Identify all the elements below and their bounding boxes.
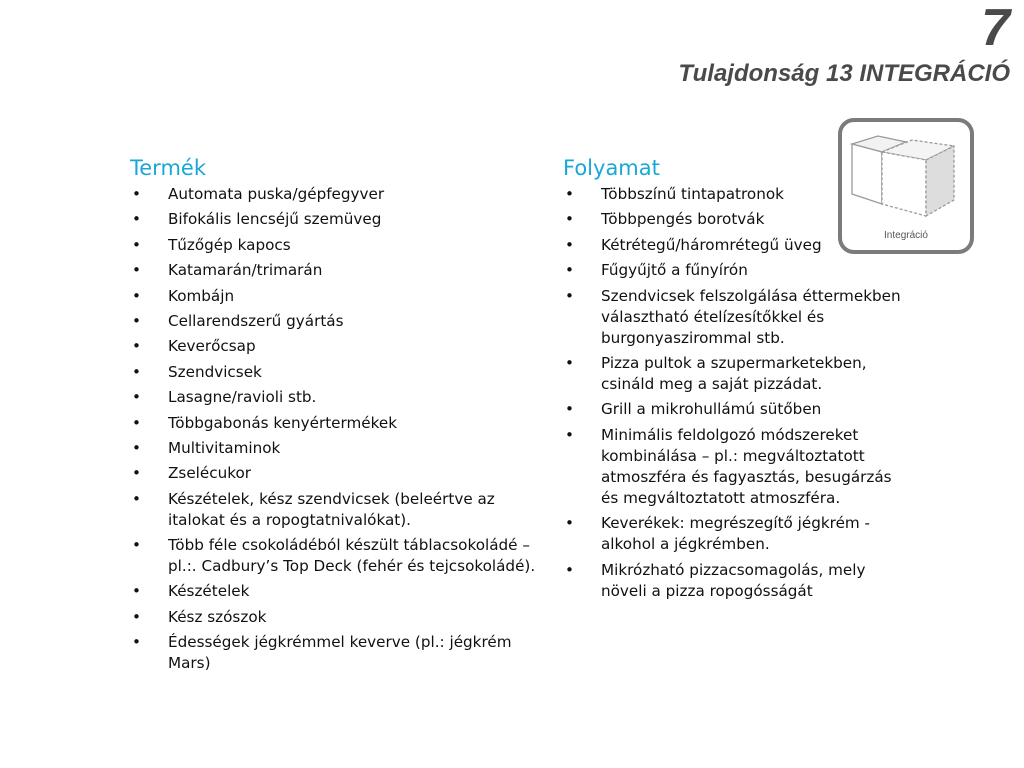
product-list-item: • Cellarendszerű gyártás <box>130 311 540 332</box>
product-list-item: • Tűzőgép kapocs <box>130 235 540 256</box>
product-list-item: • Zselécukor <box>130 463 540 484</box>
product-list-item: • Készételek, kész szendvicsek (beleértve az italokat és a ropogtatnivalókat). <box>130 489 540 531</box>
integration-badge-caption: Integráció <box>884 230 928 241</box>
integration-badge <box>838 118 974 254</box>
process-list-item: • Kétrétegű/háromrétegű üveg <box>563 235 908 256</box>
product-list <box>130 184 540 674</box>
process-list-item: • Pizza pultok a szupermarketekben, csináld meg a saját pizzádat. <box>563 353 908 395</box>
product-list-item: • Keverőcsap <box>130 336 540 357</box>
product-list-item: • Többgabonás kenyértermékek <box>130 413 540 434</box>
process-list-item: • Keverékek: megrészegítő jégkrém - alkohol a jégkrémben. <box>563 513 908 555</box>
process-list-item: • Többszínű tintapatronok <box>563 184 908 205</box>
product-list-item: • Katamarán/trimarán <box>130 260 540 281</box>
product-list-item: • Bifokális lencséjű szemüveg <box>130 209 540 230</box>
product-list-item: • Kombájn <box>130 286 540 307</box>
product-list-item: • Lasagne/ravioli stb. <box>130 387 540 408</box>
product-list-item: • Édességek jégkrémmel keverve (pl.: jégkrém Mars) <box>130 632 540 674</box>
product-list-item: • Szendvicsek <box>130 362 540 383</box>
slide-number: 7 <box>981 0 1010 57</box>
process-list-item: • Fűgyűjtő a fűnyírón <box>563 260 908 281</box>
product-heading: Termék <box>130 156 206 180</box>
slide-title: Tulajdonság 13 INTEGRÁCIÓ <box>678 60 1010 87</box>
product-list-item: • Több féle csokoládéból készült táblacsokoládé – pl.:. Cadbury’s Top Deck (fehér és tejcsokoládé). <box>130 535 540 577</box>
process-list-item: • Minimális feldolgozó módszereket kombinálása – pl.: megváltoztatott atmoszféra és fagyasztás, besugárzás és megváltoztatott atmoszféra. <box>563 425 908 509</box>
process-list-item: • Mikrózható pizzacsomagolás, mely növeli a pizza ropogósságát <box>563 560 908 602</box>
product-column <box>130 154 540 679</box>
product-list-item: • Automata puska/gépfegyver <box>130 184 540 205</box>
product-list-item: • Multivitaminok <box>130 438 540 459</box>
process-list-item: • Többpengés borotvák <box>563 209 908 230</box>
process-list-item: • Szendvicsek felszolgálása éttermekben választható ételízesítőkkel és burgonyaszirommal stb. <box>563 286 908 349</box>
process-list-item: • Grill a mikrohullámú sütőben <box>563 399 908 420</box>
process-heading: Folyamat <box>563 156 660 180</box>
product-list-item: • Készételek <box>130 581 540 602</box>
product-list-item: • Kész szószok <box>130 607 540 628</box>
integration-cubes-icon <box>848 130 968 230</box>
